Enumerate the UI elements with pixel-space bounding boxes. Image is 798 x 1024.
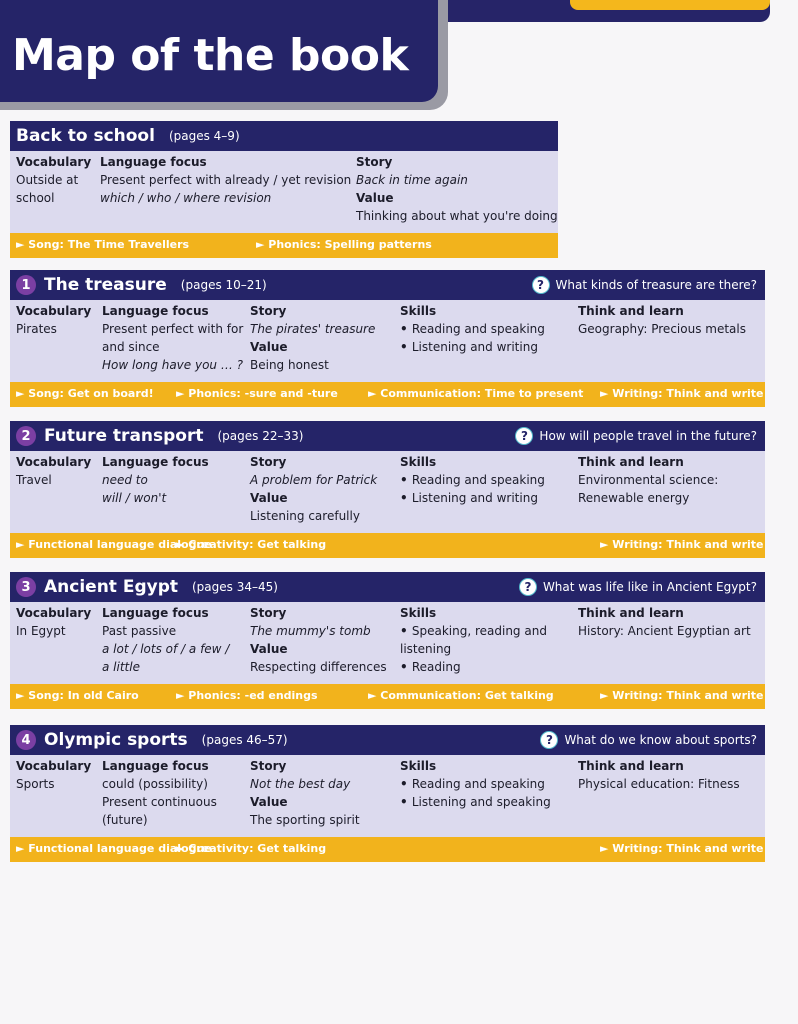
unit-title: Olympic sports xyxy=(44,730,188,750)
column-heading: Think and learn xyxy=(578,304,684,318)
unit-body xyxy=(10,451,765,533)
footer-link[interactable]: ► Phonics: -sure and -ture xyxy=(176,387,338,400)
column-line: In Egypt xyxy=(16,624,66,638)
column-heading: Story xyxy=(250,606,287,620)
column-heading: Vocabulary xyxy=(16,155,92,169)
column-line: Travel xyxy=(16,473,52,487)
column-line: Physical education: Fitness xyxy=(578,777,740,791)
column-story xyxy=(356,153,558,225)
column-line: The pirates' treasure xyxy=(250,322,376,336)
unit-section xyxy=(10,572,765,709)
big-question xyxy=(532,270,757,300)
footer-link[interactable]: ► Writing: Think and write xyxy=(600,689,764,702)
column-skills xyxy=(400,453,545,507)
column-think-and-learn xyxy=(578,757,740,793)
big-question xyxy=(519,572,757,602)
column-heading: Language focus xyxy=(102,759,209,773)
big-question xyxy=(540,725,757,755)
column-heading: Story xyxy=(250,759,287,773)
unit-section xyxy=(10,121,558,258)
unit-section xyxy=(10,725,765,862)
big-question-text: What kinds of treasure are there? xyxy=(555,278,757,292)
column-line: • Listening and writing xyxy=(400,489,545,507)
column-vocabulary xyxy=(16,302,91,338)
footer-link[interactable]: ► Writing: Think and write xyxy=(600,538,764,551)
column-line: • Speaking, reading and xyxy=(400,622,547,640)
column-line: listening xyxy=(400,642,452,656)
title-banner xyxy=(0,0,438,102)
column-line: Value xyxy=(250,491,288,505)
column-line: Value xyxy=(250,795,288,809)
unit-pages: (pages 46–57) xyxy=(201,733,288,747)
column-line: a little xyxy=(102,660,140,674)
footer-link[interactable]: ► Phonics: -ed endings xyxy=(176,689,318,702)
column-heading: Language focus xyxy=(102,304,209,318)
unit-header xyxy=(10,572,765,602)
column-story xyxy=(250,453,377,525)
column-line: Being honest xyxy=(250,358,329,372)
column-line: Listening carefully xyxy=(250,509,360,523)
column-vocabulary xyxy=(16,153,91,207)
column-heading: Story xyxy=(250,304,287,318)
column-line: a lot / lots of / a few / xyxy=(102,642,230,656)
column-line: could (possibility) xyxy=(102,777,208,791)
column-heading: Language focus xyxy=(102,455,209,469)
unit-number-badge: 2 xyxy=(16,426,36,446)
column-line: Geography: Precious metals xyxy=(578,322,746,336)
column-heading: Language focus xyxy=(100,155,207,169)
column-skills xyxy=(400,757,551,811)
column-line: Sports xyxy=(16,777,55,791)
column-line: Present perfect with for xyxy=(102,322,244,336)
unit-footer xyxy=(10,684,765,709)
column-language-focus xyxy=(102,453,209,507)
unit-header xyxy=(10,725,765,755)
column-line: Past passive xyxy=(102,624,177,638)
column-line: Renewable energy xyxy=(578,491,690,505)
column-skills xyxy=(400,302,545,356)
column-line: The mummy's tomb xyxy=(250,624,371,638)
column-line: Outside at xyxy=(16,173,79,187)
unit-footer xyxy=(10,533,765,558)
column-line: • Reading and speaking xyxy=(400,320,545,338)
unit-number-badge: 3 xyxy=(16,577,36,597)
column-line: Back in time again xyxy=(356,173,468,187)
column-vocabulary xyxy=(16,604,91,640)
column-heading: Language focus xyxy=(102,606,209,620)
unit-footer xyxy=(10,233,558,258)
column-heading: Vocabulary xyxy=(16,455,92,469)
top-decor-yellow xyxy=(570,0,770,10)
footer-link[interactable]: ► Communication: Get talking xyxy=(368,689,554,702)
column-story xyxy=(250,604,387,676)
column-line: Not the best day xyxy=(250,777,351,791)
footer-link[interactable]: ► Writing: Think and write xyxy=(600,842,764,855)
big-question-text: How will people travel in the future? xyxy=(539,429,757,443)
column-line: A problem for Patrick xyxy=(250,473,378,487)
column-line: Present continuous xyxy=(102,795,217,809)
unit-footer xyxy=(10,837,765,862)
unit-body xyxy=(10,755,765,837)
column-heading: Think and learn xyxy=(578,759,684,773)
unit-title: Back to school xyxy=(16,126,155,146)
footer-link[interactable]: ► Phonics: Spelling patterns xyxy=(256,238,432,251)
column-heading: Skills xyxy=(400,304,437,318)
column-skills xyxy=(400,604,547,676)
column-line: Value xyxy=(250,340,288,354)
unit-number-badge: 4 xyxy=(16,730,36,750)
column-heading: Vocabulary xyxy=(16,606,92,620)
column-heading: Think and learn xyxy=(578,606,684,620)
question-icon: ? xyxy=(515,427,533,445)
big-question-text: What was life like in Ancient Egypt? xyxy=(542,580,757,594)
column-line: The sporting spirit xyxy=(250,813,360,827)
footer-link[interactable]: ► Creativity: Get talking xyxy=(176,842,327,855)
column-line: Pirates xyxy=(16,322,57,336)
unit-header xyxy=(10,421,765,451)
column-line: need to xyxy=(102,473,148,487)
unit-pages: (pages 34–45) xyxy=(192,580,278,594)
column-line: Thinking about what you're doing xyxy=(356,209,558,223)
column-think-and-learn xyxy=(578,604,751,640)
unit-footer xyxy=(10,382,765,407)
column-line: Environmental science: xyxy=(578,473,719,487)
column-line: Value xyxy=(356,191,394,205)
unit-pages: (pages 4–9) xyxy=(168,129,240,143)
unit-section xyxy=(10,270,765,407)
column-story xyxy=(250,302,375,374)
unit-section xyxy=(10,421,765,558)
column-line: which / who / where revision xyxy=(100,191,272,205)
column-think-and-learn xyxy=(578,302,746,338)
footer-link[interactable]: ► Writing: Think and write xyxy=(600,387,764,400)
question-icon: ? xyxy=(519,578,537,596)
column-heading: Think and learn xyxy=(578,455,684,469)
unit-pages: (pages 22–33) xyxy=(217,429,304,443)
column-line: school xyxy=(16,191,55,205)
unit-body xyxy=(10,151,558,233)
column-line: How long have you … ? xyxy=(102,358,244,372)
unit-title: The treasure xyxy=(44,275,167,295)
question-icon: ? xyxy=(532,276,550,294)
column-heading: Vocabulary xyxy=(16,304,92,318)
column-heading: Skills xyxy=(400,606,437,620)
column-heading: Story xyxy=(356,155,393,169)
column-heading: Vocabulary xyxy=(16,759,92,773)
column-line: • Listening and writing xyxy=(400,338,545,356)
big-question-text: What do we know about sports? xyxy=(564,733,757,747)
big-question xyxy=(515,421,757,451)
column-heading: Skills xyxy=(400,759,437,773)
column-line: Respecting differences xyxy=(250,660,387,674)
question-icon: ? xyxy=(540,731,558,749)
unit-body xyxy=(10,602,765,684)
column-language-focus xyxy=(100,153,351,207)
footer-link[interactable]: ► Song: In old Cairo xyxy=(16,689,139,702)
footer-link[interactable]: ► Song: The Time Travellers xyxy=(16,238,190,251)
column-story xyxy=(250,757,360,829)
unit-body xyxy=(10,300,765,382)
column-line: will / won't xyxy=(102,491,167,505)
column-heading: Story xyxy=(250,455,287,469)
column-line: • Reading and speaking xyxy=(400,471,545,489)
column-line: • Listening and speaking xyxy=(400,793,551,811)
column-heading: Skills xyxy=(400,455,437,469)
footer-link[interactable]: ► Song: Get on board! xyxy=(16,387,154,400)
footer-link[interactable]: ► Functional language dialogue xyxy=(16,538,212,551)
column-language-focus xyxy=(102,604,229,676)
column-language-focus xyxy=(102,302,243,374)
footer-link[interactable]: ► Functional language dialogue xyxy=(16,842,212,855)
column-line: Value xyxy=(250,642,288,656)
footer-link[interactable]: ► Communication: Time to present xyxy=(368,387,584,400)
unit-title: Future transport xyxy=(44,426,204,446)
footer-link[interactable]: ► Creativity: Get talking xyxy=(176,538,327,551)
column-line: (future) xyxy=(102,813,148,827)
column-line: • Reading and speaking xyxy=(400,775,551,793)
column-vocabulary xyxy=(16,453,91,489)
page-title: Map of the book xyxy=(12,30,409,81)
unit-header xyxy=(10,270,765,300)
column-line: • Reading xyxy=(400,658,547,676)
column-line: History: Ancient Egyptian art xyxy=(578,624,751,638)
column-line: Present perfect with already / yet revision xyxy=(100,173,352,187)
column-language-focus xyxy=(102,757,217,829)
unit-title: Ancient Egypt xyxy=(44,577,178,597)
column-think-and-learn xyxy=(578,453,718,507)
unit-pages: (pages 10–21) xyxy=(180,278,267,292)
unit-header xyxy=(10,121,558,151)
unit-number-badge: 1 xyxy=(16,275,36,295)
column-line: and since xyxy=(102,340,160,354)
column-vocabulary xyxy=(16,757,91,793)
